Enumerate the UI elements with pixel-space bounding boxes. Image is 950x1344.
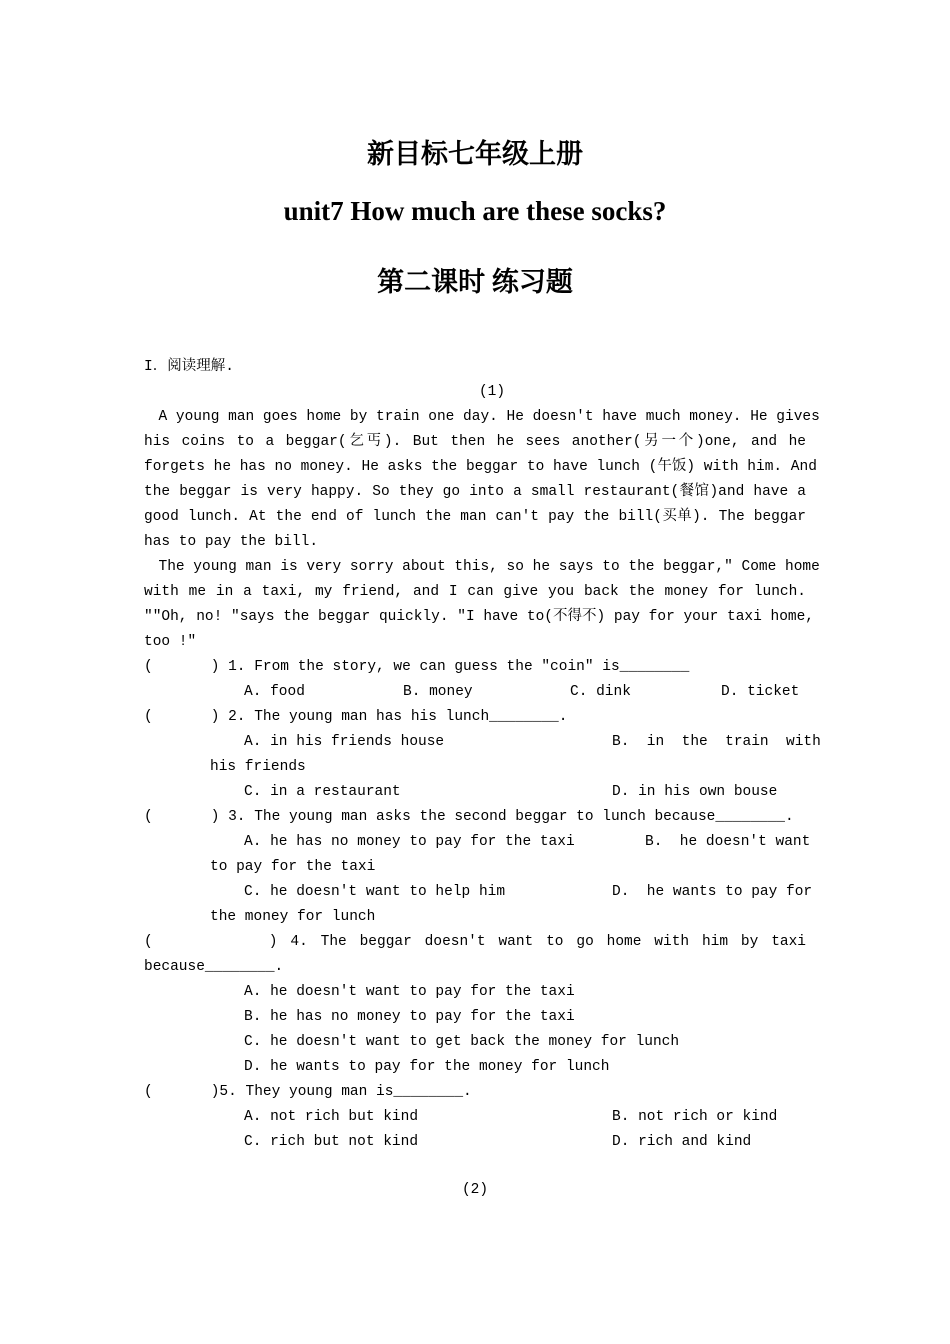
title-unit: unit7 How much are these socks?: [283, 196, 667, 226]
question-3-option-d: D. he wants to pay for: [612, 884, 813, 900]
question-2-option-c: C. in a restaurant: [244, 784, 401, 800]
question-4-option-d: D. he wants to pay for the money for lunch: [244, 1059, 610, 1075]
question-4-stem: ( ) 4. The beggar doesn't want to go home with him by taxi: [144, 934, 806, 950]
question-1-option-d: D. ticket: [721, 684, 800, 700]
question-4-option-a: A. he doesn't want to pay for the taxi: [244, 984, 575, 1000]
passage-line: the beggar is very happy. So they go into a small restaurant(餐馆)and have a: [144, 484, 806, 500]
passage-line: The young man is very sorry about this, so he says to the beggar," Come home: [144, 559, 820, 575]
question-4-stem-cont: because________.: [144, 959, 284, 975]
question-3-option-b: B. he doesn't want: [645, 834, 811, 850]
passage-line: ""Oh, no! "says the beggar quickly. "I have to(不得不) pay for your taxi home,: [144, 609, 815, 625]
question-3-stem: ( ) 3. The young man asks the second beggar to lunch because________.: [144, 809, 794, 825]
passage-line: too !": [144, 634, 197, 650]
question-2-option-d: D. in his own bouse: [612, 784, 778, 800]
title-book: 新目标七年级上册: [367, 139, 583, 169]
question-4-option-c: C. he doesn't want to get back the money for lunch: [244, 1034, 680, 1050]
passage-label-1: (1): [478, 384, 506, 400]
question-2-option-a: A. in his friends house: [244, 734, 445, 750]
question-1-option-b: B. money: [403, 684, 473, 700]
passage-line: good lunch. At the end of lunch the man can't pay the bill(买单). The beggar: [144, 509, 806, 525]
question-2-option-b: B. in the train with: [612, 734, 821, 750]
passage-line: forgets he has no money. He asks the beggar to have lunch (午饭) with him. And: [144, 459, 817, 475]
question-5-option-d: D. rich and kind: [612, 1134, 752, 1150]
question-5-option-c: C. rich but not kind: [244, 1134, 419, 1150]
question-2-option-b-cont: his friends: [210, 759, 306, 775]
question-4-option-b: B. he has no money to pay for the taxi: [244, 1009, 575, 1025]
question-1-stem: ( ) 1. From the story, we can guess the "coin" is________: [144, 659, 690, 675]
question-5-option-a: A. not rich but kind: [244, 1109, 419, 1125]
question-3-option-c: C. he doesn't want to help him: [244, 884, 506, 900]
passage-line: with me in a taxi, my friend, and I can give you back the money for lunch.: [144, 584, 806, 600]
passage-line: A young man goes home by train one day. He doesn't have much money. He gives: [144, 409, 820, 425]
question-3-option-a: A. he has no money to pay for the taxi: [244, 834, 575, 850]
question-5-option-b: B. not rich or kind: [612, 1109, 778, 1125]
passage-line: his coins to a beggar(乞丐). But then he sees another(另一个)one, and he: [144, 434, 806, 450]
question-5-stem: ( )5. They young man is________.: [144, 1084, 472, 1100]
question-3-option-d-cont: the money for lunch: [210, 909, 376, 925]
passage-label-2: (2): [461, 1182, 489, 1198]
question-2-stem: ( ) 2. The young man has his lunch________.: [144, 709, 568, 725]
question-1-option-c: C. dink: [570, 684, 631, 700]
section-heading: I．阅读理解.: [144, 359, 234, 375]
title-lesson: 第二课时 练习题: [377, 267, 573, 297]
question-1-option-a: A. food: [244, 684, 305, 700]
passage-line: has to pay the bill.: [144, 534, 319, 550]
question-3-option-b-cont: to pay for the taxi: [210, 859, 376, 875]
